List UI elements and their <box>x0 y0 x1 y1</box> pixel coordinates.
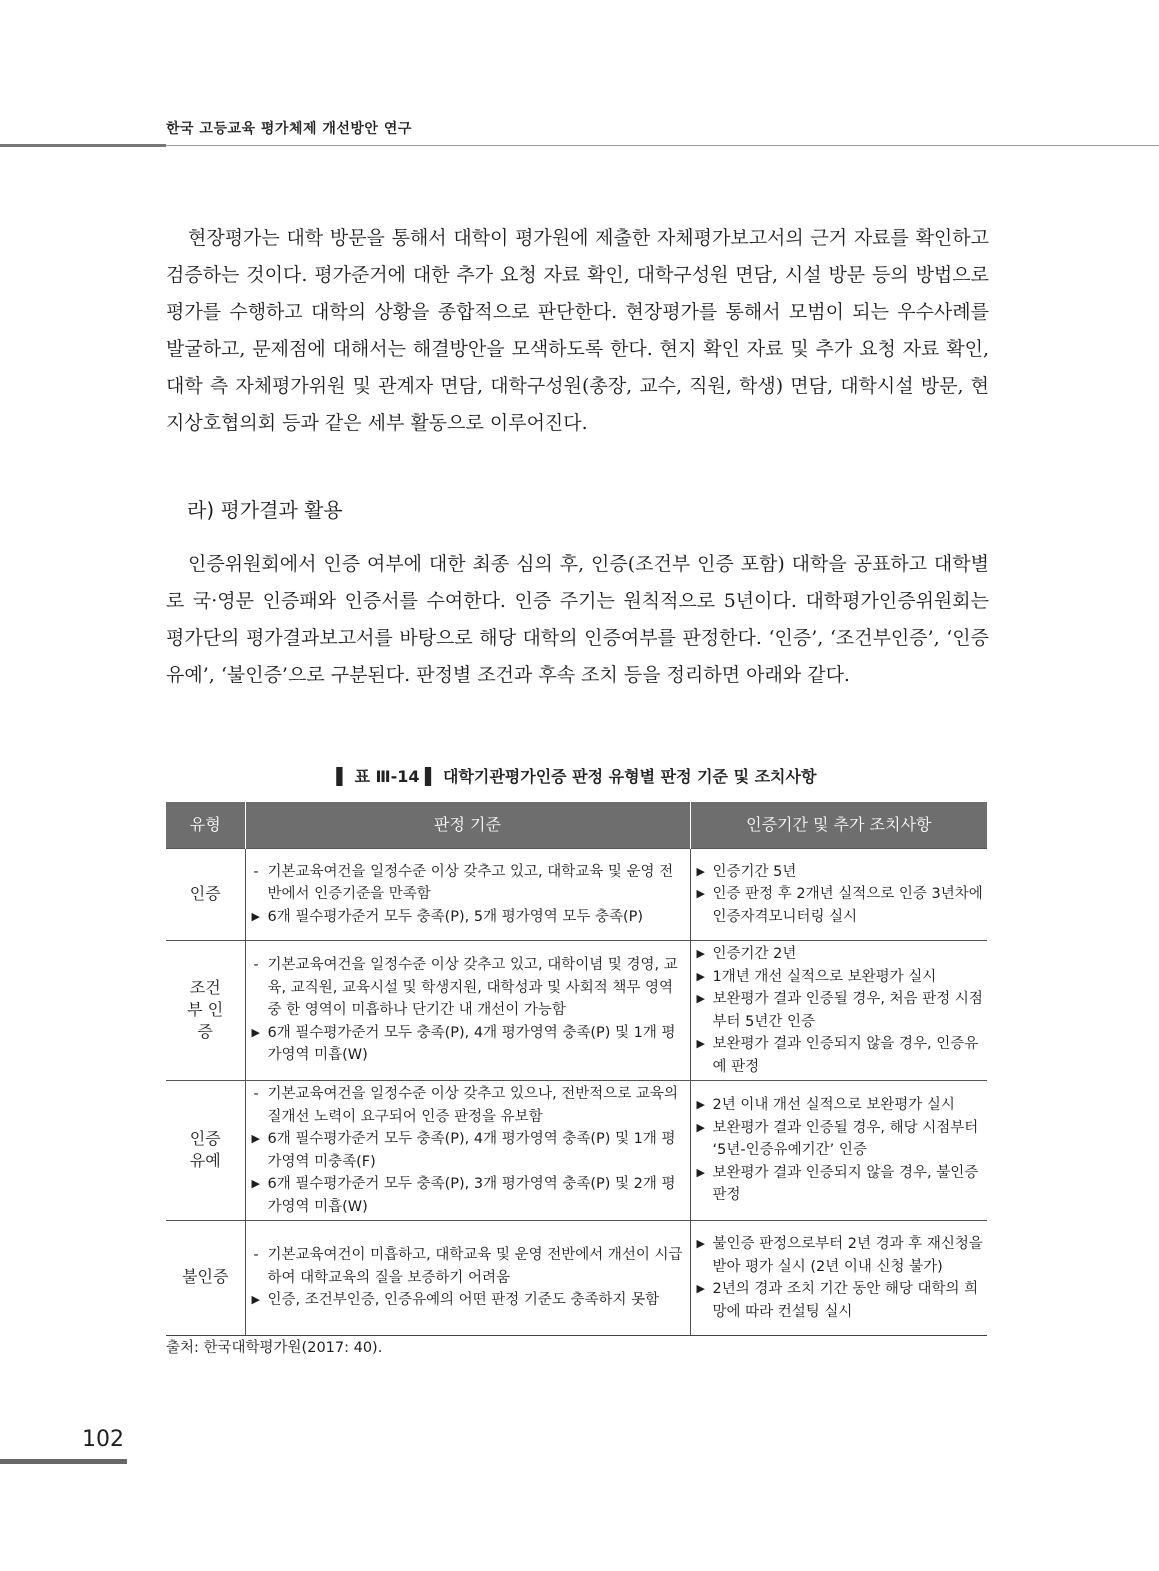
triangle-bullet-icon: ▶ <box>696 864 705 878</box>
header-type: 유형 <box>166 802 245 849</box>
action-text: 인증 판정 후 2개년 실적으로 인증 3년차에 인증자격모니터링 실시 <box>712 886 983 925</box>
type-cell <box>166 1221 245 1336</box>
triangle-bullet-icon: ▶ <box>696 992 705 1005</box>
type-label: 인증 <box>189 883 221 903</box>
triangle-bullet-icon: ▶ <box>251 1132 260 1145</box>
section-heading: 라) 평가결과 활용 <box>187 498 343 522</box>
table-header-row <box>166 802 987 849</box>
action-text: 인증기간 5년 <box>712 863 797 880</box>
caption-marker-left: ▌ <box>336 767 349 786</box>
action-text: 보완평가 결과 인증될 경우, 해당 시점부터 ‘5년-인증유예기간’ 인증 <box>712 1119 979 1159</box>
criteria-text: 인증, 조건부인증, 인증유예의 어떤 판정 기준도 충족하지 못함 <box>267 1292 660 1309</box>
action-text: 보완평가 결과 인증되지 않을 경우, 불인증 판정 <box>712 1164 979 1204</box>
criteria-text: 기본교육여건이 미흡하고, 대학교육 및 운영 전반에서 개선이 시급하여 대학교육의 질을 보증하기 어려움 <box>267 1247 683 1286</box>
caption-number: 표 Ⅲ-14 <box>354 767 420 786</box>
body-paragraph-site-evaluation: 현장평가는 대학 방문을 통해서 대학이 평가원에 제출한 자체평가보고서의 근거 자료를 확인하고 검증하는 것이다. 평가준거에 대한 추가 요청 자료 확인, 대학구성원 면담, 시설 방문 등의 방법으로 평가를 수행하고 대학의 상황을 종합적으로 판단한다. 현장평가를 통해서 모범이 되는 우수사례를 발굴하고, 문제점에 대해서는 해결방안을 모색하도록 한다. 현지 확인 자료 및 추가 요청 자료 확인, 대학 측 자체평가위원 및 관계자 면담, 대학구성원(총장, 교수, 직원, 학생) 면담, 대학시설 방문, 현지상호협의회 등과 같은 세부 활동으로 이루어진다. <box>166 227 989 434</box>
criteria-text: 6개 필수평가준거 모두 충족(P), 5개 평가영역 모두 충족(P) <box>267 908 644 925</box>
actions-cell <box>690 849 987 941</box>
judgment-criteria-table <box>166 802 987 1336</box>
criteria-text: 기본교육여건을 일정수준 이상 갖추고 있으나, 전반적으로 교육의 질개선 노력이 요구되어 인증 판정을 유보함 <box>267 1086 678 1125</box>
body-paragraph-results: 인증위원회에서 인증 여부에 대한 최종 심의 후, 인증(조건부 인증 포함) 대학을 공표하고 대학별로 국·영문 인증패와 인증서를 수여한다. 인증 주기는 원칙적으로 5년이다. 대학평가인증위원회는 평가단의 평가결과보고서를 바탕으로 해당 대학의 인증여부를 판정한다. ‘인증’, ‘조건부인증’, ‘인증유예’, ‘불인증’으로 구분된다. 판정별 조건과 후속 조치 등을 정리하면 아래와 같다. <box>166 553 989 686</box>
running-header: 한국 고등교육 평가체제 개선방안 연구 <box>166 121 412 137</box>
criteria-cell <box>245 1081 690 1221</box>
triangle-bullet-icon: ▶ <box>696 887 705 901</box>
caption-marker-right: ▌ <box>425 767 438 786</box>
type-cell <box>166 1081 245 1221</box>
footer-rule <box>0 1459 127 1464</box>
type-cell <box>166 941 245 1081</box>
caption-title: 대학기관평가인증 판정 유형별 판정 기준 및 조치사항 <box>442 767 817 786</box>
triangle-bullet-icon: ▶ <box>696 1037 705 1050</box>
criteria-text: 6개 필수평가준거 모두 충족(P), 3개 평가영역 충족(P) 및 2개 평가영역 미흡(W) <box>267 1176 676 1215</box>
actions-cell <box>690 1081 987 1221</box>
criteria-text: 6개 필수평가준거 모두 충족(P), 4개 평가영역 충족(P) 및 1개 평가영역 미흡(W) <box>267 1024 676 1064</box>
table-row <box>166 1081 987 1221</box>
page-number: 102 <box>82 1427 124 1452</box>
triangle-bullet-icon: ▶ <box>696 969 705 983</box>
type-label: 조건부 인증 <box>187 977 224 1041</box>
criteria-cell <box>245 941 690 1081</box>
triangle-bullet-icon: ▶ <box>251 1025 260 1039</box>
triangle-bullet-icon: ▶ <box>251 1177 260 1190</box>
dash-marker: - <box>253 863 259 880</box>
table-source-note: 출처: 한국대학평가원(2017: 40). <box>166 1340 383 1356</box>
criteria-text: 기본교육여건을 일정수준 이상 갖추고 있고, 대학이념 및 경영, 교육, 교직원, 교육시설 및 학생지원, 대학성과 및 사회적 책무 영역 중 한 영역이 미흡하나 단기간 내 개선이 가능함 <box>267 957 678 1019</box>
table-caption <box>166 764 987 787</box>
header-rule-thin <box>166 145 1159 146</box>
action-text: 불인증 판정으로부터 2년 경과 후 재신청을 받아 평가 실시 (2년 이내 신청 불가) <box>712 1236 983 1275</box>
header-criteria: 판정 기준 <box>245 802 690 849</box>
dash-marker: - <box>253 1086 259 1102</box>
action-text: 인증기간 2년 <box>712 946 797 962</box>
type-label: 불인증 <box>182 1267 229 1287</box>
actions-cell <box>690 1221 987 1336</box>
action-text: 보완평가 결과 인증되지 않을 경우, 인증유예 판정 <box>712 1036 979 1075</box>
criteria-cell <box>245 1221 690 1336</box>
dash-marker: - <box>253 1247 259 1264</box>
triangle-bullet-icon: ▶ <box>696 1282 705 1295</box>
action-text: 2년의 경과 조치 기간 동안 해당 대학의 희망에 따라 컨설팅 실시 <box>712 1281 979 1320</box>
type-label: 인증 유예 <box>189 1128 221 1170</box>
action-text: 2년 이내 개선 실적으로 보완평가 실시 <box>712 1097 955 1114</box>
triangle-bullet-icon: ▶ <box>251 909 260 923</box>
criteria-cell <box>245 849 690 941</box>
triangle-bullet-icon: ▶ <box>696 1165 705 1179</box>
triangle-bullet-icon: ▶ <box>696 947 705 960</box>
action-text: 보완평가 결과 인증될 경우, 처음 판정 시점부터 5년간 인증 <box>712 991 983 1030</box>
actions-cell <box>690 941 987 1081</box>
criteria-text: 기본교육여건을 일정수준 이상 갖추고 있고, 대학교육 및 운영 전반에서 인증기준을 만족함 <box>267 863 674 903</box>
type-cell <box>166 849 245 941</box>
triangle-bullet-icon: ▶ <box>696 1237 705 1250</box>
header-rule <box>0 144 166 147</box>
triangle-bullet-icon: ▶ <box>251 1293 260 1307</box>
table-row <box>166 849 987 941</box>
criteria-text: 6개 필수평가준거 모두 충족(P), 4개 평가영역 충족(P) 및 1개 평가영역 미충족(F) <box>267 1131 676 1170</box>
table-row <box>166 1221 987 1336</box>
action-text: 1개년 개선 실적으로 보완평가 실시 <box>712 968 937 985</box>
dash-marker: - <box>253 957 259 974</box>
triangle-bullet-icon: ▶ <box>696 1098 705 1112</box>
table-row <box>166 941 987 1081</box>
header-actions: 인증기간 및 추가 조치사항 <box>690 802 987 849</box>
triangle-bullet-icon: ▶ <box>696 1120 705 1134</box>
